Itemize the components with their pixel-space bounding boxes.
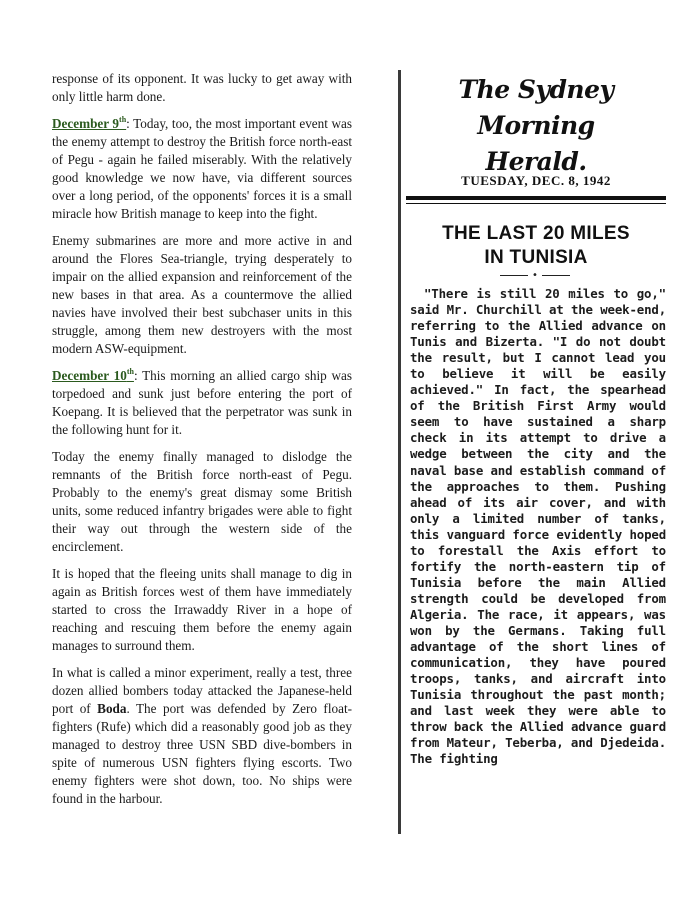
newspaper-dateline: TUESDAY, DEC. 8, 1942 bbox=[461, 173, 611, 188]
article-body: "There is still 20 miles to go," said Mr. Churchill at the week-end, referring to the Allied advance on Tunis and Bizerta. "I do not doubt the result, but I cannot lead you to believe it will be easily achieved." In fact, the spearhead of the British First Army would seem to have sustained a sharp check in its attempt to drive a wedge between the city and the naval base and establish command of the approaches to them. Pushing ahead of its air cover, and with only a limited number of tanks, this vanguard force evidently hoped to forestall the Axis effort to fortify the north-eastern tip of Tunisia before the main Allied strength could be developed from Algeria. The race, it appears, was won by the Germans. Taking full advantage of the short lines of communication, they have poured troops, tanks, and aircraft into Tunisia throughout the past month; and last week they were able to throw back the Allied advance guard from Mateur, Teberba, and Djedeida. The fighting bbox=[410, 286, 666, 767]
diary-column bbox=[52, 70, 352, 817]
paragraph-3: Enemy submarines are more and more active in and around the Flores Sea-triangle, trying desperately to impair on the allied expansion and reinforcement of the new bases in that area. As a countermove the allied navies have involved their best subchaser units in this struggle, among them new destroyers with the most modern ASW-equipment. bbox=[52, 233, 352, 356]
paragraph-5: Today the enemy finally managed to dislodge the remnants of the British force north-east of Pegu. Probably to the enemy's great dismay some British units, some reduced infantry brigades were able to fight their way out through the western side of the encirclement. bbox=[52, 449, 352, 554]
paragraph-dec-9 bbox=[52, 115, 352, 223]
paragraph-dec-10-text: : This morning an allied cargo ship was torpedoed and sunk just before entering the port of Koepang. It is believed that the perpetrator was sunk in the following hunt for it. bbox=[52, 368, 352, 437]
paragraph-6: It is hoped that the fleeing units shall manage to dig in again as British forces west of them have immediately started to cross the Irrawaddy River in a hope of reaching and rescuing them before the enemy again manages to surround them. bbox=[52, 566, 352, 653]
place-name-boda: Boda bbox=[97, 701, 127, 716]
headline-ornament: • bbox=[398, 270, 672, 281]
newspaper-clipping bbox=[398, 70, 672, 834]
newspaper-masthead: The Sydney Morning Herald. bbox=[458, 75, 614, 176]
date-heading-dec-10: December 10th bbox=[52, 367, 134, 383]
paragraph-1: response of its opponent. It was lucky to get away with only little harm done. bbox=[52, 71, 352, 104]
paragraph-dec-10 bbox=[52, 367, 352, 439]
paragraph-7: In what is called a minor experiment, really a test, three dozen allied bombers today attacked the Japanese-held port of Boda. The port was defended by Zero float-fighters (Rufe) which did a reasonably good job as they managed to destroy three USN SBD dive-bombers in spite of numerous USN fighters flying escorts. Two enemy fighters were shot down, too. No ships were found in the harbour. bbox=[52, 665, 352, 806]
paragraph-dec-9-text: : Today, too, the most important event was the enemy attempt to destroy the British force north-east of Pegu - again he failed miserably. With the relatively good knowledge we now have, via different sources over a long period, of the opponents' forces it is a small miracle how British manage to keep into the fight. bbox=[52, 116, 352, 221]
masthead-rule bbox=[406, 196, 666, 200]
masthead-rule-thin bbox=[406, 203, 666, 204]
article-headline: THE LAST 20 MILES IN TUNISIA bbox=[442, 223, 630, 268]
date-heading-dec-9: December 9th bbox=[52, 115, 127, 131]
